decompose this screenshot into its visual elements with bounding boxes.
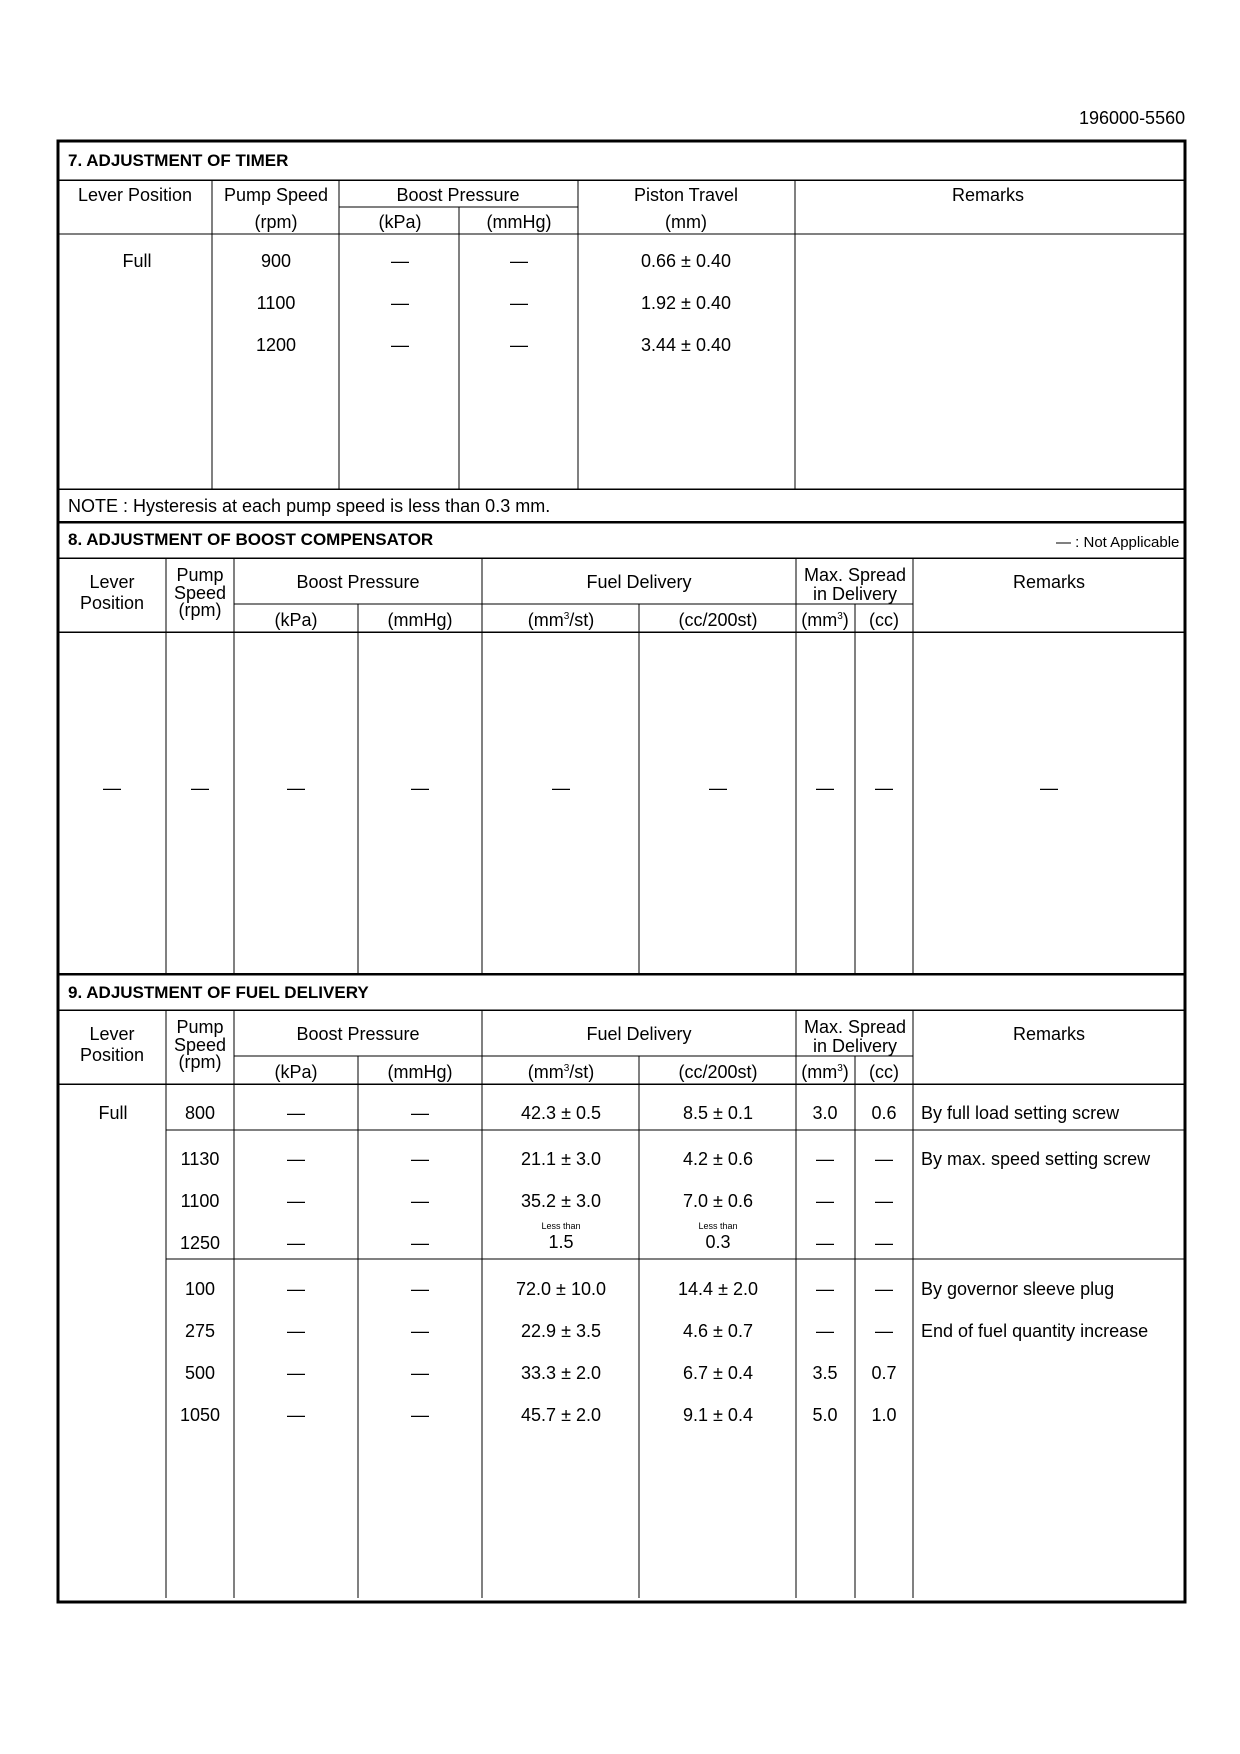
fuel-kpa: —	[287, 1233, 305, 1253]
fuel-spread-cc: 1.0	[871, 1405, 897, 1425]
boost-spread-cc: —	[875, 778, 893, 798]
fuel-remarks: End of fuel quantity increase	[921, 1321, 1149, 1341]
fuel-mmhg: —	[411, 1321, 429, 1341]
header-pump: Pump	[176, 565, 224, 585]
boost-mmhg: —	[411, 778, 429, 798]
header-mmhg: (mmHg)	[486, 212, 552, 232]
fuel-spread-cc: —	[875, 1279, 893, 1299]
boost-cc200: —	[709, 778, 727, 798]
fuel-spread-mm3: —	[816, 1321, 834, 1341]
fuel-speed: 1130	[180, 1149, 220, 1169]
header-spread-cc: (cc)	[869, 610, 899, 630]
header-position: Position	[79, 1045, 145, 1065]
fuel-remarks: By max. speed setting screw	[921, 1149, 1151, 1169]
fuel-spread-mm3: —	[816, 1279, 834, 1299]
header-rpm: (rpm)	[178, 600, 222, 620]
fuel-remarks: By governor sleeve plug	[921, 1279, 1115, 1299]
timer-speed: 1100	[256, 293, 296, 313]
header-boost-pressure: Boost Pressure	[296, 1024, 420, 1044]
fuel-mmhg: —	[411, 1191, 429, 1211]
fuel-kpa: —	[287, 1279, 305, 1299]
timer-mmhg: —	[510, 335, 528, 355]
fuel-speed: 1250	[179, 1233, 221, 1253]
header-lever: Lever	[89, 572, 135, 592]
fuel-cc200: 9.1 ± 0.4	[683, 1405, 753, 1425]
fuel-spread-cc: —	[875, 1233, 893, 1253]
header-remarks: Remarks	[1012, 572, 1086, 592]
fuel-spread-cc: 0.7	[871, 1363, 897, 1383]
document-number: 196000-5560	[1079, 108, 1186, 128]
fuel-spread-mm3: —	[816, 1191, 834, 1211]
timer-travel: 1.92 ± 0.40	[641, 293, 731, 313]
fuel-cc200: 7.0 ± 0.6	[683, 1191, 753, 1211]
boost-speed: —	[191, 778, 209, 798]
fuel-mm3st: 33.3 ± 2.0	[521, 1363, 601, 1383]
fuel-remarks: By full load setting screw	[921, 1103, 1120, 1123]
header-remarks: Remarks	[951, 185, 1025, 205]
fuel-spread-cc: —	[875, 1149, 893, 1169]
fuel-mm3st: 72.0 ± 10.0	[516, 1279, 606, 1299]
fuel-spread-mm3: —	[816, 1149, 834, 1169]
boost-remarks: —	[1040, 778, 1058, 798]
fuel-kpa: —	[287, 1149, 305, 1169]
boost-lever: —	[103, 778, 121, 798]
header-mmhg: (mmHg)	[387, 610, 453, 630]
header-spread-cc: (cc)	[869, 1062, 899, 1082]
hysteresis-note: NOTE : Hysteresis at each pump speed is less than 0.3 mm.	[68, 496, 551, 516]
header-mm3-per-st: $(mm^3/st)$	[527, 610, 595, 630]
timer-travel: 3.44 ± 0.40	[641, 335, 731, 355]
section-title-boost: 8. ADJUSTMENT OF BOOST COMPENSATOR	[68, 530, 434, 549]
fuel-speed: 275	[184, 1321, 216, 1341]
fuel-mmhg: —	[411, 1149, 429, 1169]
fuel-spread-cc: —	[875, 1191, 893, 1211]
fuel-spread-cc: —	[875, 1321, 893, 1341]
fuel-mm3st: 21.1 ± 3.0	[521, 1149, 601, 1169]
header-fuel-delivery: Fuel Delivery	[586, 572, 692, 592]
boost-spread-mm3: —	[816, 778, 834, 798]
less-than-label: Less than	[541, 1221, 581, 1231]
fuel-cc200: 14.4 ± 2.0	[678, 1279, 758, 1299]
fuel-spread-mm3: 5.0	[812, 1405, 838, 1425]
fuel-cc200: 4.6 ± 0.7	[683, 1321, 753, 1341]
header-fuel-delivery: Fuel Delivery	[586, 1024, 692, 1044]
fuel-mm3st: 42.3 ± 0.5	[521, 1103, 601, 1123]
fuel-mmhg: —	[411, 1233, 429, 1253]
fuel-mmhg: —	[411, 1363, 429, 1383]
fuel-kpa: —	[287, 1405, 305, 1425]
section-title-fuel: 9. ADJUSTMENT OF FUEL DELIVERY	[68, 983, 369, 1002]
header-mm: (mm)	[665, 212, 707, 232]
timer-mmhg: —	[510, 251, 528, 271]
timer-kpa: —	[391, 251, 409, 271]
timer-travel: 0.66 ± 0.40	[641, 251, 731, 271]
header-rpm: (rpm)	[254, 212, 298, 232]
fuel-kpa: —	[287, 1363, 305, 1383]
less-than-label: Less than	[698, 1221, 738, 1231]
header-cc-per-200st: (cc/200st)	[678, 1062, 758, 1082]
header-boost-pressure: Boost Pressure	[296, 572, 420, 592]
fuel-kpa: —	[287, 1103, 305, 1123]
header-spread-mm3: $(mm^3)$	[801, 610, 849, 630]
fuel-spread-mm3: 3.0	[812, 1103, 838, 1123]
timer-speed: 900	[260, 251, 292, 271]
fuel-spread-cc: 0.6	[871, 1103, 897, 1123]
fuel-cc200: 8.5 ± 0.1	[683, 1103, 753, 1123]
header-lever-position: Lever Position	[77, 185, 193, 205]
timer-speed: 1200	[255, 335, 297, 355]
header-pump: Pump	[176, 1017, 224, 1037]
fuel-speed: 100	[184, 1279, 216, 1299]
fuel-mm3st: 1.5	[548, 1232, 574, 1252]
header-in-delivery: in Delivery	[812, 1036, 898, 1056]
header-cc-per-200st: (cc/200st)	[678, 610, 758, 630]
header-kpa: (kPa)	[378, 212, 422, 232]
fuel-cc200: 4.2 ± 0.6	[683, 1149, 753, 1169]
header-max-spread: Max. Spread	[803, 565, 907, 585]
fuel-mmhg: —	[411, 1405, 429, 1425]
not-applicable-legend: — : Not Applicable	[1056, 534, 1180, 551]
fuel-speed: 800	[184, 1103, 216, 1123]
lever-value: Full	[98, 1103, 128, 1123]
timer-kpa: —	[391, 335, 409, 355]
header-in-delivery: in Delivery	[812, 584, 898, 604]
boost-mm3st: —	[552, 778, 570, 798]
header-rpm: (rpm)	[178, 1052, 222, 1072]
timer-mmhg: —	[510, 293, 528, 313]
header-mmhg: (mmHg)	[387, 1062, 453, 1082]
header-speed: Speed	[173, 583, 227, 603]
header-position: Position	[79, 593, 145, 613]
lever-value: Full	[122, 251, 152, 271]
fuel-kpa: —	[287, 1191, 305, 1211]
header-piston-travel: Piston Travel	[633, 185, 739, 205]
fuel-mm3st: 35.2 ± 3.0	[521, 1191, 601, 1211]
fuel-spread-mm3: 3.5	[812, 1363, 838, 1383]
header-mm3-per-st: $(mm^3/st)$	[527, 1062, 595, 1082]
header-kpa: (kPa)	[274, 610, 318, 630]
timer-kpa: —	[391, 293, 409, 313]
header-max-spread: Max. Spread	[803, 1017, 907, 1037]
header-speed: Speed	[173, 1035, 227, 1055]
header-boost-pressure: Boost Pressure	[396, 185, 520, 205]
fuel-speed: 1100	[180, 1191, 220, 1211]
fuel-cc200: 6.7 ± 0.4	[683, 1363, 753, 1383]
fuel-kpa: —	[287, 1321, 305, 1341]
section-title-timer: 7. ADJUSTMENT OF TIMER	[68, 151, 289, 170]
fuel-mm3st: 45.7 ± 2.0	[521, 1405, 601, 1425]
fuel-spread-mm3: —	[816, 1233, 834, 1253]
header-kpa: (kPa)	[274, 1062, 318, 1082]
header-lever: Lever	[89, 1024, 135, 1044]
fuel-speed: 500	[184, 1363, 216, 1383]
fuel-mm3st: 22.9 ± 3.5	[521, 1321, 601, 1341]
boost-kpa: —	[287, 778, 305, 798]
fuel-mmhg: —	[411, 1103, 429, 1123]
fuel-speed: 1050	[179, 1405, 221, 1425]
header-pump-speed: Pump Speed	[223, 185, 329, 205]
header-remarks: Remarks	[1012, 1024, 1086, 1044]
fuel-mmhg: —	[411, 1279, 429, 1299]
fuel-cc200: 0.3	[705, 1232, 731, 1252]
header-spread-mm3: $(mm^3)$	[801, 1062, 849, 1082]
